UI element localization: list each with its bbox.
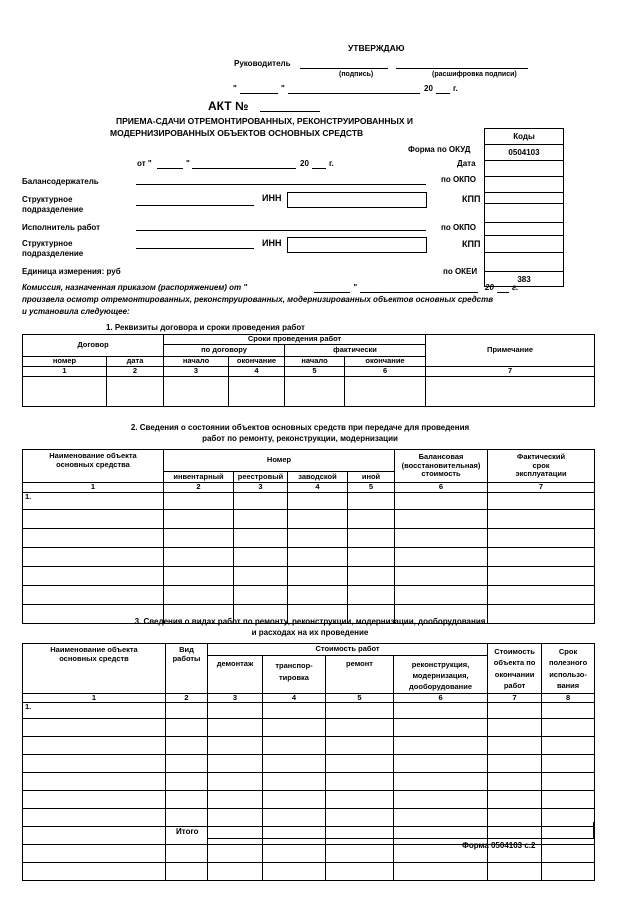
commission-line1-b: " [353, 283, 357, 292]
s3-num: 4 [263, 693, 326, 703]
table-row [23, 509, 595, 528]
s3-h-life [542, 644, 595, 694]
approve-decode-hint: (расшифровка подписи) [432, 71, 517, 78]
s3-h-trans-2: тировка [279, 673, 309, 682]
commission-line3: и установила следующее: [22, 307, 130, 316]
s1-h-actual: фактически [285, 345, 426, 357]
act-date-from: от " [137, 159, 152, 168]
s2-h-life-1: Фактический [516, 452, 566, 462]
table-row [23, 376, 595, 406]
table-row [23, 755, 595, 773]
s2-h-life-2: срок [532, 460, 550, 470]
balance-holder-label: Балансодержатель [22, 177, 99, 186]
commission-year: 20 [485, 283, 494, 292]
s1-num: 2 [107, 367, 164, 377]
approve-title: УТВЕРЖДАЮ [348, 43, 405, 53]
s3-num: 2 [166, 693, 208, 703]
contractor-label: Исполнитель работ [22, 223, 101, 232]
kpp-label: КПП [462, 194, 481, 204]
s1-h-note: Примечание [426, 335, 595, 367]
s3-h-objcost-3: окончании [494, 669, 535, 679]
s1-num: 3 [164, 367, 229, 377]
s2-num: 3 [234, 483, 288, 493]
act-year-line[interactable] [312, 168, 326, 169]
s3-h-kind-2: работы [172, 653, 201, 663]
s3-num: 8 [542, 693, 595, 703]
s3-h-recon-2: модернизация, [412, 670, 469, 680]
s1-h-contract: Договор [23, 335, 164, 357]
table-row [23, 585, 595, 604]
act-year-suffix: г. [329, 159, 334, 168]
table-row [23, 703, 595, 719]
table-row [23, 547, 595, 566]
s2-h-bal-2: (восстановительная) [401, 460, 481, 470]
s2-num: 2 [164, 483, 234, 493]
s3-h-cost: Стоимость работ [208, 644, 488, 656]
s2-num: 4 [288, 483, 348, 493]
s1-h-date: дата [107, 357, 164, 367]
s2-h-bal [395, 450, 488, 483]
balance-holder-line[interactable] [136, 184, 426, 185]
act-title-line2: МОДЕРНИЗИРОВАННЫХ ОБЪЕКТОВ ОСНОВНЫХ СРЕДСТВ [110, 128, 364, 138]
s2-h-inv: инвентарный [164, 472, 234, 483]
s3-h-kind [166, 644, 208, 694]
s3-h-name-1: Наименование объекта [50, 645, 138, 654]
s3-h-recon [394, 656, 488, 694]
s3-num: 5 [326, 693, 394, 703]
approve-day-line[interactable] [240, 93, 278, 94]
section3-title-line1: 3. Сведения о видах работ по ремонту, реконструкции, модернизации, дооборудования [134, 617, 486, 626]
approve-sign-line[interactable] [300, 68, 388, 69]
section1-title: 1. Реквизиты договора и сроки проведения работ [106, 323, 305, 332]
codes-table [484, 128, 564, 287]
s2-h-life-3: эксплуатации [515, 469, 567, 479]
okpo2-code[interactable] [485, 236, 564, 253]
commission-line1-a: Комиссия, назначенная приказом (распоряжением) от " [22, 283, 248, 292]
s3-num: 7 [488, 693, 542, 703]
unit-label: Единица измерения: руб [22, 267, 121, 276]
s3-h-objcost [488, 644, 542, 694]
s3-num: 1 [23, 693, 166, 703]
s3-h-objcost-4: работ [503, 680, 526, 690]
s2-h-name-1: Наименование объекта [49, 451, 137, 460]
s2-h-number: Номер [164, 450, 395, 472]
inn2-label: ИНН [262, 238, 282, 248]
section2-title-line2: работ по ремонту, реконструкции, модернизации [202, 434, 398, 443]
s1-h-start2: начало [285, 357, 345, 367]
s1-h-start1: начало [164, 357, 229, 367]
inn2-box[interactable] [287, 237, 427, 253]
okpo-code[interactable] [485, 177, 564, 193]
s3-first-row-label: 1. [23, 703, 166, 719]
s2-h-bal-1: Балансовая [418, 452, 464, 462]
s2-h-fact: заводской [288, 472, 348, 483]
kpp2-label: КПП [462, 239, 481, 249]
approve-decode-line[interactable] [396, 68, 528, 69]
inn-label: ИНН [262, 193, 282, 203]
s3-h-life-3: использо- [549, 669, 587, 679]
table-row [23, 791, 595, 809]
s1-num: 1 [23, 367, 107, 377]
s1-num: 5 [285, 367, 345, 377]
s3-h-name-2: основных средств [59, 653, 129, 663]
table-row [23, 773, 595, 791]
commission-month-line[interactable] [360, 292, 478, 293]
act-number-line[interactable] [260, 111, 320, 112]
section1-table [22, 334, 595, 407]
date-label: Дата [457, 159, 476, 168]
s3-h-dismount: демонтаж [208, 656, 263, 694]
s3-h-trans [263, 656, 326, 694]
footer-form: Форма 0504103 с.2 [462, 841, 536, 850]
table-row [23, 737, 595, 755]
approve-quote-close: " [281, 84, 285, 93]
s1-num: 7 [426, 367, 595, 377]
act-date-quote: " [186, 159, 190, 168]
s3-h-recon-3: дооборудование [409, 681, 472, 691]
s1-h-by-contract: по договору [164, 345, 285, 357]
okpo-label: по ОКПО [441, 175, 477, 184]
s1-h-end1: окончание [229, 357, 285, 367]
s3-num: 6 [394, 693, 488, 703]
table-row [23, 528, 595, 547]
s1-num: 4 [229, 367, 285, 377]
okpo2-label: по ОКПО [441, 223, 477, 232]
okpo-code-2[interactable] [485, 193, 564, 204]
act-title-line1: ПРИЕМА-СДАЧИ ОТРЕМОНТИРОВАННЫХ, РЕКОНСТРУИРОВАННЫХ И [116, 116, 414, 126]
section2-title-line1: 2. Сведения о состоянии объектов основных средств при передаче для проведения [130, 423, 470, 432]
s3-h-trans-1: транспор- [275, 661, 313, 670]
table-row [23, 863, 595, 881]
act-month-line[interactable] [192, 168, 296, 169]
s3-h-objcost-1: Стоимость [494, 647, 535, 656]
codes-header: Коды [485, 129, 564, 145]
section3-title-line2: и расходах на их проведение [251, 628, 369, 637]
date-code[interactable] [485, 161, 564, 177]
s1-num: 6 [345, 367, 426, 377]
s3-h-kind-1: Вид [179, 645, 194, 654]
struct-unit-line[interactable] [136, 205, 254, 206]
kpp-code[interactable] [485, 204, 564, 223]
struct2-unit-label-1: Структурное [22, 239, 73, 248]
s2-h-other: иной [348, 472, 395, 483]
s2-num: 5 [348, 483, 395, 493]
commission-year-line[interactable] [497, 292, 509, 293]
table-row [23, 492, 595, 509]
s2-h-name [23, 450, 164, 483]
act-day-line[interactable] [157, 168, 183, 169]
s2-first-row-label: 1. [23, 492, 164, 509]
s2-num: 7 [488, 483, 595, 493]
struct2-unit-label-2: подразделение [22, 249, 84, 258]
struct-unit-label-2: подразделение [22, 205, 84, 214]
s1-h-end2: окончание [345, 357, 426, 367]
commission-day-line[interactable] [314, 292, 350, 293]
kpp2-code[interactable] [485, 253, 564, 272]
s2-h-reg: реестровый [234, 472, 288, 483]
contractor-line[interactable] [136, 230, 426, 231]
okud-value[interactable]: 0504103 [485, 145, 564, 161]
s2-h-life [488, 450, 595, 483]
s3-h-objcost-2: объекта по [493, 658, 536, 668]
inn-box[interactable] [287, 192, 427, 208]
s2-num: 1 [23, 483, 164, 493]
s3-num: 3 [208, 693, 263, 703]
okud-label: Форма по ОКУД [408, 145, 471, 154]
commission-g: г. [512, 283, 519, 292]
s3-h-repair: ремонт [326, 656, 394, 694]
s3-h-life-1: Срок [558, 647, 578, 656]
s3-h-name [23, 644, 166, 694]
act-number-label: АКТ № [208, 99, 249, 113]
s3-h-recon-1: реконструкция, [411, 660, 470, 669]
s2-h-name-2: основных средства [56, 459, 130, 469]
s3-h-life-4: вания [556, 680, 580, 690]
approve-year-suffix: г. [453, 84, 458, 93]
s2-num: 6 [395, 483, 488, 493]
table-row [23, 566, 595, 585]
approve-year-line[interactable] [436, 93, 450, 94]
struct-unit-label-1: Структурное [22, 195, 73, 204]
struct2-unit-line[interactable] [136, 248, 254, 249]
approve-month-line[interactable] [288, 93, 420, 94]
approve-quote-open: " [233, 84, 237, 93]
s1-h-terms: Сроки проведения работ [164, 335, 426, 345]
s3-h-life-2: полезного [548, 658, 588, 668]
okei-label: по ОКЕИ [443, 267, 478, 276]
approve-year-prefix: 20 [424, 84, 433, 93]
approve-sign-hint: (подпись) [339, 71, 374, 78]
okei-value[interactable]: 383 [485, 272, 564, 287]
commission-line2: произвела осмотр отремонтированных, реконструированных, модернизированных объектов основных средств [22, 295, 494, 304]
total-row-box[interactable] [207, 822, 594, 839]
blank-code[interactable] [485, 223, 564, 236]
act-year-prefix: 20 [300, 159, 309, 168]
table-row [23, 719, 595, 737]
s2-h-bal-3: стоимость [421, 469, 461, 479]
approve-head-label: Руководитель [234, 59, 291, 68]
section2-table [22, 449, 595, 624]
s1-h-number: номер [23, 357, 107, 367]
total-label: Итого [176, 827, 199, 836]
